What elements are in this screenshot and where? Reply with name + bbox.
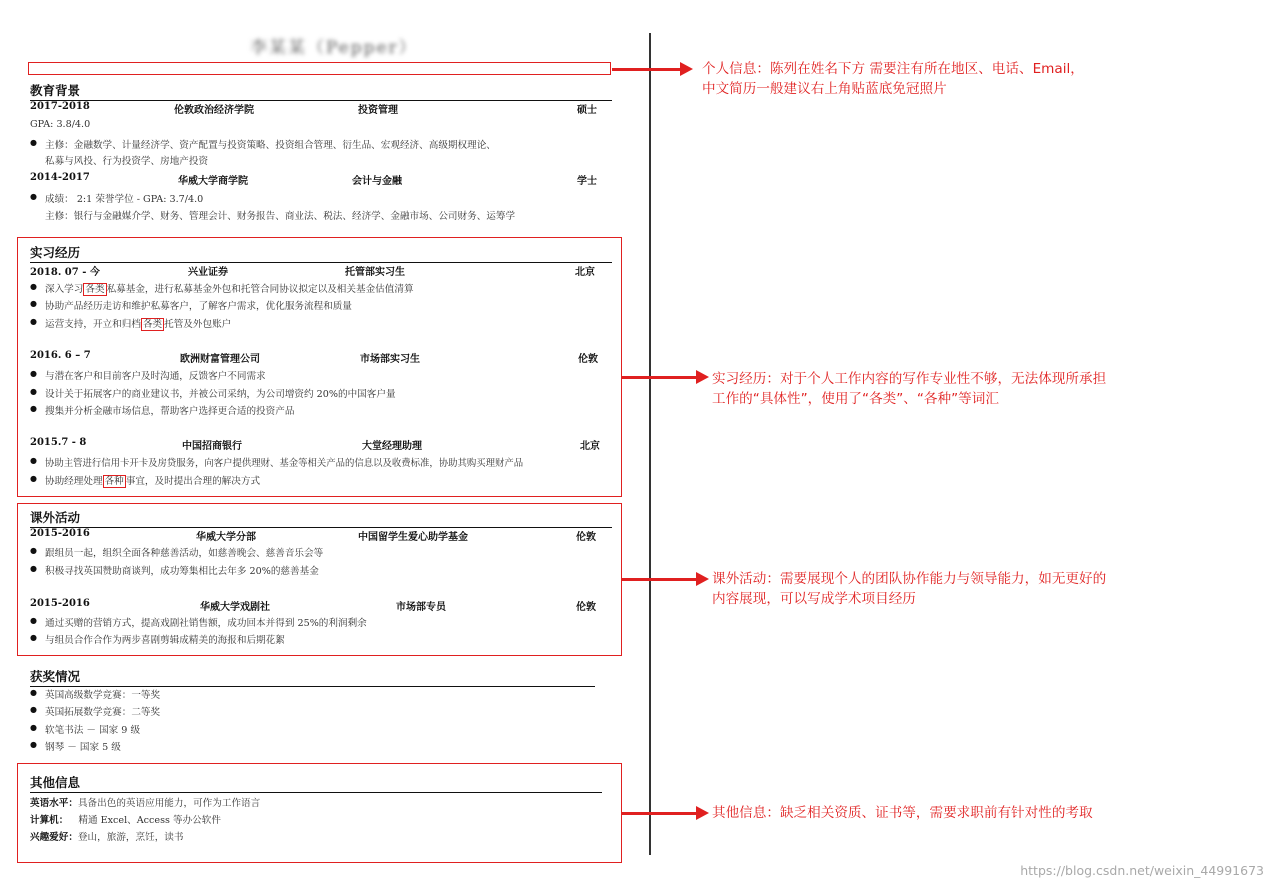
act1-bullet-1: ● 跟组员一起，组织全面各种慈善活动，如慈善晚会、慈善音乐会等 bbox=[45, 545, 323, 559]
job-city-1: 北京 bbox=[575, 267, 595, 278]
divider-line bbox=[649, 33, 651, 855]
other-english: 英语水平：具备出色的英语应用能力，可作为工作语言 bbox=[30, 798, 261, 809]
section-title-other: 其他信息 bbox=[30, 773, 602, 793]
job-period-1: 2018. 07 - 今 bbox=[30, 267, 100, 278]
job1-bullet-2: ● 协助产品经历走访和维护私募客户，了解客户需求，优化服务流程和质量 bbox=[45, 298, 352, 312]
act2-bullet-1: ● 通过买赠的营销方式，提高戏剧社销售额，成功回本并得到 25%的利润剩余 bbox=[45, 615, 367, 629]
job3-bullet-2: ● 协助经理处理 各种 事宜，及时提出合理的解决方式 bbox=[45, 473, 260, 487]
note-personal bbox=[702, 59, 1084, 99]
job1-bullet-3: ● 运营支持，开立和归档 各类 托管及外包账户 bbox=[45, 316, 231, 330]
note-other-line-1: 其他信息：缺乏相关资质、证书等，需要求职前有针对性的考取 bbox=[712, 805, 1093, 821]
section-title-internship: 实习经历 bbox=[30, 243, 612, 263]
highlight-vague-word: 各种 bbox=[104, 476, 124, 487]
edu-courses-1a: ● 主修：金融数学、计量经济学、资产配置与投资策略、投资组合管理、衍生品、宏观经济、高级期权理论、 bbox=[45, 137, 496, 151]
act-role-2: 市场部专员 bbox=[396, 602, 446, 613]
note-other bbox=[712, 803, 1093, 823]
act-org-1: 华威大学分部 bbox=[196, 532, 256, 543]
resume-name: 李某某（Pepper） bbox=[250, 38, 418, 58]
job-period-2: 2016. 6 – 7 bbox=[30, 350, 91, 361]
job-company-2: 欧洲财富管理公司 bbox=[180, 354, 260, 365]
note-personal-line-1: 个人信息：陈列在姓名下方 需要注有所在地区、电话、Email， bbox=[702, 61, 1084, 77]
edu-courses-2: 主修：银行与金融媒介学、财务、管理会计、财务报告、商业法、税法、经济学、金融市场、公司财务、运筹学 bbox=[45, 211, 516, 222]
act1-bullet-2: ● 积极寻找英国赞助商谈判，成功筹集相比去年多 20%的慈善基金 bbox=[45, 563, 319, 577]
job2-bullet-2: ● 设计关于拓展客户的商业建议书，并被公司采纳，为公司增资约 20%的中国客户量 bbox=[45, 386, 396, 400]
job1-bullet-1: ● 深入学习 各类 私募基金，进行私募基金外包和托管合同协议拟定以及相关基金估值清算 bbox=[45, 281, 414, 295]
job-city-3: 北京 bbox=[580, 441, 600, 452]
job2-bullet-1: ● 与潜在客户和目前客户及时沟通，反馈客户不同需求 bbox=[45, 368, 266, 382]
job-role-1: 托管部实习生 bbox=[345, 267, 405, 278]
other-computer: 计算机： 精通 Excel、Access 等办公软件 bbox=[30, 815, 221, 826]
act-city-1: 伦敦 bbox=[576, 532, 596, 543]
act2-bullet-2: ● 与组员合作合作为两步喜剧剪辑成精美的海报和后期花絮 bbox=[45, 632, 285, 646]
act-org-2: 华威大学戏剧社 bbox=[200, 602, 270, 613]
section-title-education: 教育背景 bbox=[30, 81, 612, 101]
edu-period-2: 2014-2017 bbox=[30, 172, 90, 183]
watermark: https://blog.csdn.net/weixin_44991673 bbox=[1020, 863, 1264, 878]
award-item-3: ● 软笔书法 － 国家 9 级 bbox=[45, 722, 140, 736]
edu-honor-2: ● 成绩： 2:1 荣誉学位 - GPA: 3.7/4.0 bbox=[45, 191, 203, 205]
other-hobby: 兴趣爱好：登山，旅游，烹饪，读书 bbox=[30, 832, 184, 843]
edu-degree-2: 学士 bbox=[577, 176, 597, 187]
job-role-3: 大堂经理助理 bbox=[362, 441, 422, 452]
award-item-2: ● 英国拓展数学竞赛：二等奖 bbox=[45, 704, 160, 718]
personal-info-box bbox=[28, 62, 611, 75]
arrow-activities bbox=[622, 578, 698, 581]
job-company-1: 兴业证券 bbox=[188, 267, 228, 278]
act-city-2: 伦敦 bbox=[576, 602, 596, 613]
edu-courses-1b: 私募与风投、行为投资学、房地产投资 bbox=[45, 156, 209, 167]
arrow-personal bbox=[612, 68, 682, 71]
award-item-1: ● 英国高级数学竞赛：一等奖 bbox=[45, 687, 160, 701]
arrow-other bbox=[622, 812, 698, 815]
act-role-1: 中国留学生爱心助学基金 bbox=[358, 532, 468, 543]
edu-major-1: 投资管理 bbox=[358, 105, 398, 116]
job2-bullet-3: ● 搜集并分析金融市场信息，帮助客户选择更合适的投资产品 bbox=[45, 403, 294, 417]
award-item-4: ● 钢琴 － 国家 5 级 bbox=[45, 739, 121, 753]
edu-school-2: 华威大学商学院 bbox=[178, 176, 248, 187]
highlight-vague-word: 各类 bbox=[142, 319, 163, 330]
section-title-activities: 课外活动 bbox=[30, 508, 612, 528]
job3-bullet-1: ● 协助主管进行信用卡开卡及房贷服务，向客户提供理财、基金等相关产品的信息以及收费标准，协助其购买理财产品 bbox=[45, 455, 523, 469]
act-period-2: 2015-2016 bbox=[30, 598, 90, 609]
act-period-1: 2015-2016 bbox=[30, 528, 90, 539]
job-period-3: 2015.7 - 8 bbox=[30, 437, 87, 448]
edu-degree-1: 硕士 bbox=[577, 105, 597, 116]
note-activities bbox=[712, 569, 1106, 609]
highlight-vague-word: 各类 bbox=[85, 284, 105, 295]
note-internship bbox=[712, 369, 1106, 409]
edu-major-2: 会计与金融 bbox=[352, 176, 402, 187]
note-activities-line-1: 课外活动：需要展现个人的团队协作能力与领导能力，如无更好的 bbox=[712, 571, 1107, 587]
job-city-2: 伦敦 bbox=[578, 354, 598, 365]
edu-gpa-1: GPA: 3.8/4.0 bbox=[30, 119, 91, 130]
section-title-awards: 获奖情况 bbox=[30, 667, 595, 687]
note-internship-line-2: 工作的“具体性”，使用了“各类”、“各种”等词汇 bbox=[712, 391, 999, 407]
arrow-internship bbox=[622, 376, 698, 379]
note-personal-line-2: 中文简历一般建议右上角贴蓝底免冠照片 bbox=[702, 81, 947, 97]
note-internship-line-1: 实习经历：对于个人工作内容的写作专业性不够，无法体现所承担 bbox=[712, 371, 1107, 387]
edu-school-1: 伦敦政治经济学院 bbox=[174, 105, 254, 116]
job-company-3: 中国招商银行 bbox=[182, 441, 242, 452]
edu-period-1: 2017-2018 bbox=[30, 101, 90, 112]
note-activities-line-2: 内容展现，可以写成学术项目经历 bbox=[712, 591, 916, 607]
job-role-2: 市场部实习生 bbox=[360, 354, 420, 365]
